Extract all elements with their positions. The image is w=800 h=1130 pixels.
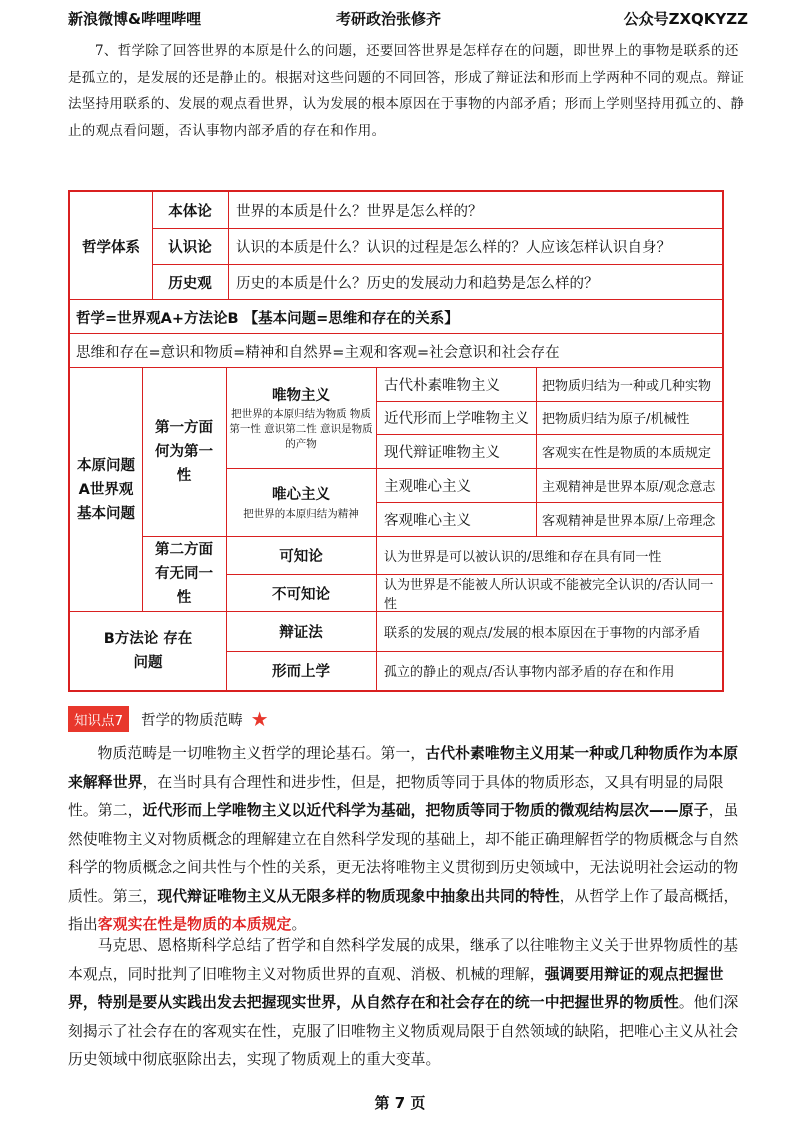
basic-question-label: 本原问题 A世界观 基本问题 [77, 458, 135, 522]
philosophy-table [68, 190, 724, 692]
idealism-cell [226, 468, 376, 536]
dialectical-materialism-desc: 客观实在性是物质的本质规定 [542, 445, 712, 461]
method-block [70, 612, 722, 690]
para1-text-4: ，从哲学上作了最高概括，指出 [68, 887, 739, 933]
knowledge-point-heading [68, 706, 269, 732]
system-ontology: 本体论 [168, 203, 212, 220]
modern-metaphysical-materialism-desc: 把物质归结为原子/机械性 [542, 412, 690, 427]
page-number: 第 7 页 [374, 1094, 426, 1112]
system-label: 哲学体系 [82, 239, 140, 256]
metaphysics: 形而上学 [272, 664, 330, 680]
formula-text: 哲学=世界观A+方法论B 【基本问题=思维和存在的关系】 [76, 310, 459, 327]
dialectics-desc: 联系的发展的观点/发展的根本原因在于事物的内部矛盾 [384, 626, 701, 641]
equivalence-row [70, 334, 722, 368]
modern-metaphysical-materialism: 近代形而上学唯物主义 [384, 411, 529, 427]
system-epistemology-question: 认识的本质是什么？认识的过程是怎么样的？人应该怎样认识自身？ [236, 239, 671, 256]
para1-text-2: ，在当时具有合理性和进步性，但是，把物质等同于具体的物质形态，又具有明显的局限性。第二， [68, 773, 724, 819]
objective-idealism: 客观唯心主义 [384, 512, 471, 529]
paragraph-marx-engels [68, 932, 748, 1075]
agnosticism-desc: 认为世界是不能被人所认识或不能被完全认识的/否认同一性 [384, 578, 714, 612]
method-label: B方法论 存在问题 [103, 631, 193, 671]
knowledge-point-tag: 知识点7 [68, 706, 129, 732]
first-aspect-label: 第一方面 何为第一性 [155, 420, 213, 484]
star-icon: ★ [250, 707, 269, 731]
para1-text-1: 物质范畴是一切唯物主义哲学的理论基石。第一， [97, 745, 426, 762]
system-history-question: 历史的本质是什么？历史的发展动力和趋势是怎么样的？ [236, 275, 599, 292]
system-epistemology: 认识论 [168, 239, 212, 256]
objective-idealism-desc: 客观精神是世界本原/上帝理念 [542, 513, 716, 529]
ancient-materialism: 古代朴素唯物主义 [384, 378, 500, 394]
para2-bold-1: 强调要用辩证的观点把握世界，特别是要从实践出发去把握现实世界，从自然存在和社会存在的统一中把握世界的物质性 [68, 965, 724, 1011]
ancient-materialism-desc: 把物质归结为一种或几种实物 [542, 379, 712, 394]
para1-bold-3: 现代辩证唯物主义从无限多样的物质现象中抽象出共同的特性 [157, 887, 560, 905]
materialism-title: 唯物主义 [272, 388, 330, 404]
equivalence-text: 思维和存在=意识和物质=精神和自然界=主观和客观=社会意识和社会存在 [76, 344, 560, 361]
para1-text-5: 。 [291, 916, 307, 933]
philosophy-system-block [70, 192, 722, 300]
para1-bold-2: 近代形而上学唯物主义以近代科学为基础，把物质等同于物质的微观结构层次——原子 [142, 802, 709, 819]
para1-text-3: ，虽然使唯物主义对物质概念的理解建立在自然科学发现的基础上，却不能正确理解哲学的物质概念与自然科学的物质概念之间共性与个性的关系，更无法将唯物主义贯彻到历史领域中，无法说明社会运动的物质性。第三， [68, 802, 739, 905]
agnosticism: 不可知论 [272, 586, 330, 603]
idealism-title: 唯心主义 [272, 487, 330, 503]
para2-text-1: 马克思、恩格斯科学总结了哲学和自然科学发展的成果，继承了以往唯物主义关于世界物质性的基本观点，同时批判了旧唯物主义对物质世界的直观、消极、机械的理解， [68, 937, 739, 983]
para2-text-2: 。他们深刻揭示了社会存在的客观实在性，克服了旧唯物主义物质观局限于自然领域的缺陷，把唯心主义从社会历史领域中彻底驱除出去，实现了物质观上的重大变革。 [68, 994, 739, 1068]
dialectical-materialism: 现代辩证唯物主义 [384, 444, 500, 461]
knowability: 可知论 [279, 548, 323, 565]
header-author: 考研政治张修齐 [336, 10, 442, 28]
system-history: 历史观 [168, 275, 212, 292]
second-aspect-label: 第二方面 有无同一性 [155, 542, 213, 606]
subjective-idealism: 主观唯心主义 [384, 478, 471, 495]
idealism-desc: 把世界的本原归结为精神 [243, 508, 359, 520]
para1-bold-1: 古代朴素唯物主义用某一种或几种物质作为本原来解释世界 [68, 745, 739, 791]
header-wechat-account: 公众号ZXQKYZZ [623, 10, 748, 28]
paragraph-material-category [68, 740, 748, 940]
materialism-cell [226, 368, 376, 468]
dialectics: 辩证法 [279, 625, 323, 641]
header-weibo-bilibili: 新浪微博&哔哩哔哩 [68, 10, 202, 28]
formula-row [70, 300, 722, 334]
subjective-idealism-desc: 主观精神是世界本原/观念意志 [542, 479, 716, 495]
system-ontology-question: 世界的本质是什么？世界是怎么样的？ [236, 203, 483, 220]
page-header [68, 8, 748, 34]
materialism-desc: 把世界的本原归结为物质 物质第一性 意识第二性 意识是物质的产物 [229, 408, 373, 450]
metaphysics-desc: 孤立的静止的观点/否认事物内部矛盾的存在和作用 [384, 665, 675, 680]
knowability-desc: 认为世界是可以被认识的/思维和存在具有同一性 [384, 549, 662, 565]
knowledge-point-title: 哲学的物质范畴 [141, 712, 243, 729]
intro-paragraph: 7、哲学除了回答世界的本原是什么的问题，还要回答世界是怎样存在的问题，即世界上的事物是联系的还是孤立的，是发展的还是静止的。根据对这些问题的不同回答，形成了辩证法和形而上学两种不同的观点。辩证法坚持用联系的、发展的观点看世界，认为发展的根本原因在于事物的内部矛盾；形而上学则坚持用孤立的、静止的观点看问题，否认事物内部矛盾的存在和作用。 [68, 43, 745, 139]
basic-question-block [70, 368, 722, 612]
para1-highlight: 客观实在性是物质的本质规定 [97, 916, 292, 933]
